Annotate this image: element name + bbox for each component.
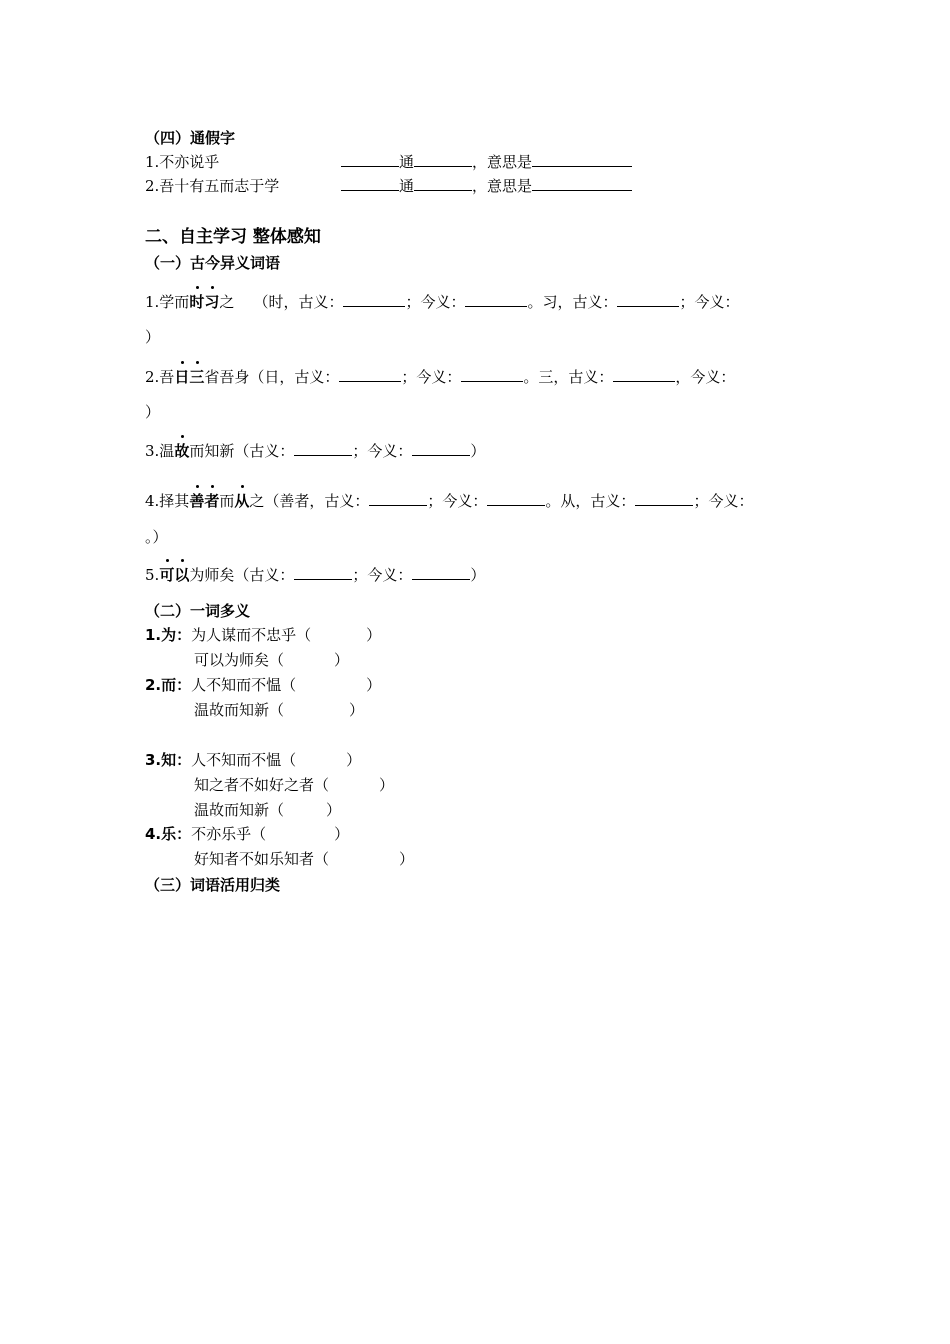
gujin-item-4 [145,491,753,511]
tongjiazi-item-1-answer [341,152,632,172]
answer-blank[interactable] [414,152,472,167]
group-label: 1.为： [145,626,192,644]
text: 。从，古义： [545,492,636,510]
gujin-item-1-cont: ） [145,328,161,346]
answer-blank[interactable] [617,292,679,307]
answer-blank[interactable] [294,441,352,456]
group-label: 2.而： [145,676,192,694]
tong-label: 通 [399,177,415,195]
tongjiazi-item-1 [145,152,219,172]
text: 而知新 [189,442,235,460]
text: 人不知而不愠（ [191,676,297,694]
text: ；今义： [405,293,466,311]
duoyi-2-line-1 [145,675,381,695]
text: 之 [249,492,265,510]
text: 省吾身 [204,368,250,386]
meaning-label: ，意思是 [472,177,533,195]
text: ；今义： [401,368,462,386]
answer-blank[interactable] [369,491,427,506]
close-paren: ） [366,676,382,694]
close-paren: ） [334,825,350,843]
text: 1.学而 [145,293,190,311]
text: 而 [219,492,235,510]
dotted-word: 日 [174,368,190,386]
close-paren: ） [379,776,395,794]
answer-blank[interactable] [465,292,527,307]
gujin-item-4-cont: 。） [145,528,168,546]
answer-blank[interactable] [412,441,470,456]
text: （古义： [234,566,295,584]
text: 温故而知新（ [194,701,285,719]
subsection-title-gujin: （一）古今异义词语 [145,254,281,272]
tong-label: 通 [399,153,415,171]
text: 不亦乐乎（ [191,825,267,843]
duoyi-3-line-3 [194,800,341,820]
text: ；今义： [352,566,413,584]
answer-blank[interactable] [532,176,632,191]
answer-blank[interactable] [341,152,399,167]
text: ；今义： [679,293,740,311]
answer-blank[interactable] [294,565,352,580]
dotted-word: 三 [189,368,205,386]
dotted-word: 时 [189,293,205,311]
text: （日，古义： [249,368,340,386]
duoyi-1-line-2 [194,650,349,670]
text: （善者，古义： [264,492,370,510]
duoyi-2-line-2 [194,700,364,720]
duoyi-3-line-1 [145,750,361,770]
group-label: 3.知： [145,751,192,769]
text: 。习，古义： [527,293,618,311]
text: 为师矣 [189,566,235,584]
gujin-item-2 [145,367,735,387]
subsection-title-huoyong: （三）词语活用归类 [145,876,281,894]
duoyi-3-line-2 [194,775,394,795]
text: （古义： [234,442,295,460]
group-label: 4.乐： [145,825,192,843]
close-paren: ） [366,626,382,644]
text: 3.温 [145,442,175,460]
text: 之 [219,293,235,311]
text: 人不知而不愠（ [191,751,297,769]
close-paren: ） [346,751,362,769]
answer-blank[interactable] [341,176,399,191]
close-paren: ） [334,651,350,669]
answer-blank[interactable] [635,491,693,506]
text: 可以为师矣（ [194,651,285,669]
dotted-word: 习 [204,293,220,311]
duoyi-1-line-1 [145,625,381,645]
tongjiazi-item-2-answer [341,176,632,196]
duoyi-4-line-1 [145,824,349,844]
text: ；今义： [427,492,488,510]
close-paren: ） [399,850,415,868]
text: 5. [145,566,160,584]
section-heading: 二、自主学习 整体感知 [145,227,321,247]
text: 好知者不如乐知者（ [194,850,330,868]
text: 知之者不如好之者（ [194,776,330,794]
gujin-item-1 [145,292,740,312]
answer-blank[interactable] [339,367,401,382]
text: （时，古义： [253,293,344,311]
text: ；今义： [352,442,413,460]
answer-blank[interactable] [613,367,675,382]
text: 4.择其 [145,492,190,510]
gujin-item-2-cont: ） [145,403,161,421]
close-paren: ） [326,801,342,819]
text: 。三，古义： [523,368,614,386]
answer-blank[interactable] [414,176,472,191]
close-paren: ） [349,701,365,719]
dotted-word: 可 [159,566,175,584]
gujin-item-3 [145,441,485,461]
answer-blank[interactable] [487,491,545,506]
text: ；今义： [693,492,754,510]
meaning-label: ，意思是 [472,153,533,171]
answer-blank[interactable] [532,152,632,167]
duoyi-4-line-2 [194,849,414,869]
dotted-word: 故 [174,442,190,460]
section-title-tongjiazi: （四）通假字 [145,129,236,147]
dotted-word: 善 [189,492,205,510]
text: 2.吾 [145,368,175,386]
answer-blank[interactable] [343,292,405,307]
text: ） [470,566,486,584]
text: 温故而知新（ [194,801,285,819]
dotted-word: 以 [174,566,190,584]
answer-blank[interactable] [461,367,523,382]
dotted-word: 者 [204,492,220,510]
text: ） [470,442,486,460]
question-text: 2.吾十有五而志于学 [145,177,280,195]
text: 为人谋而不忠乎（ [191,626,312,644]
text: ，今义： [675,368,736,386]
subsection-title-yiciduoyi: （二）一词多义 [145,602,251,620]
question-text: 1.不亦说乎 [145,153,220,171]
answer-blank[interactable] [412,565,470,580]
dotted-word: 从 [234,492,250,510]
gujin-item-5 [145,565,485,585]
tongjiazi-item-2 [145,176,279,196]
